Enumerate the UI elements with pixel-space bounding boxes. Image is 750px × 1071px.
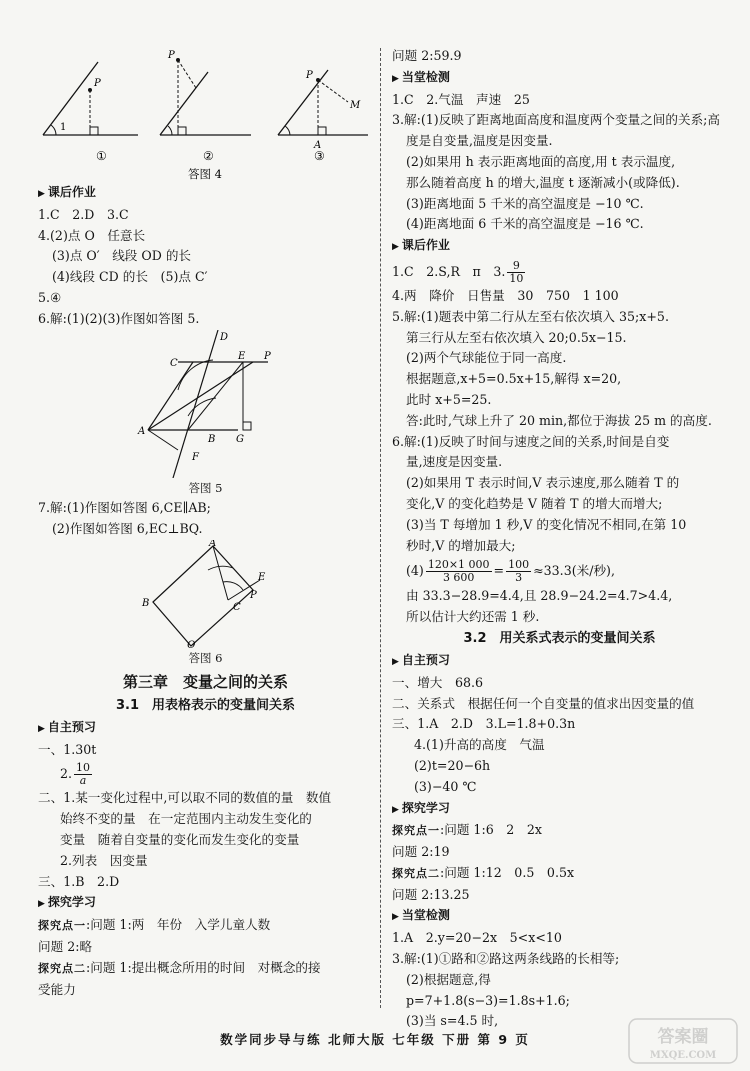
fig4-panel-1 xyxy=(43,62,138,163)
fig6-label-b: B xyxy=(142,597,150,609)
left-hw-line: 4.(2)点 O 任意长 xyxy=(38,227,146,243)
right-zz-line: 4.(1)升高的高度 气温 xyxy=(414,737,545,753)
fig5-label-c: C xyxy=(170,357,178,369)
fig4-label-a3: A xyxy=(314,140,322,151)
right-dt2-line: (3)当 s=4.5 时, xyxy=(406,1013,499,1029)
right-hw-line: 5.解:(1)题表中第二行从左至右依次填入 35;x+5. xyxy=(392,308,669,324)
left-hw-line: 6.解:(1)(2)(3)作图如答图 5. xyxy=(38,310,200,326)
fig6-label-p: P xyxy=(250,589,257,601)
chapter-title: 第三章 变量之间的关系 xyxy=(122,672,288,691)
right-tj-header: ▶ 探究学习 xyxy=(392,800,450,815)
fig6-label-a: A xyxy=(209,539,217,549)
left-zz-line: 一、1.30t xyxy=(38,741,97,757)
fig5-label-b: B xyxy=(208,433,216,445)
right-hw-header: ▶ 课后作业 xyxy=(392,238,450,253)
right-tj-line: 问题 2:19 xyxy=(392,844,450,860)
right-zz-line: (2)t=20−6h xyxy=(414,757,491,773)
left-tj-line: 探究点二:问题 1:提出概念所用的时间 对概念的接 xyxy=(38,959,321,975)
fig5-label-g: G xyxy=(236,433,244,445)
left-zz-frac-line: 2. $\frac{10}{a}$ xyxy=(60,761,91,788)
fig5-label-f: F xyxy=(192,451,199,463)
right-zz-line: 二、关系式 根据任何一个自变量的值求出因变量的值 xyxy=(392,695,695,711)
left-hw-header: ▶ 课后作业 xyxy=(38,185,96,199)
right-hw-line: 此时 x+5=25. xyxy=(406,391,492,407)
right-tj-line: 问题 2:13.25 xyxy=(392,886,470,902)
left-hw-line: (3)点 O′ 线段 OD 的长 xyxy=(52,248,192,264)
right-dt-line: 那么随着高度 h 的增大,温度 t 逐渐减小(或降低). xyxy=(406,174,680,190)
fig4-caption: 答图 4 xyxy=(188,167,222,181)
right-dt-line: (2)如果用 h 表示距离地面的高度,用 t 表示温度, xyxy=(406,153,676,169)
right-hw-line: 所以估计大约还需 1 秒. xyxy=(406,609,540,625)
fig4-caption-3: ③ xyxy=(314,149,325,163)
left-tanjiu-header: ▶ 探究学习 xyxy=(38,895,96,910)
right-dt-line: (4)距离地面 6 千米的高空温度是 −16 ℃. xyxy=(406,216,644,232)
right-hw-line: 由 33.3−28.9=4.4,且 28.9−24.2=4.7>4.4, xyxy=(406,588,673,604)
fig6-label-q: Q xyxy=(187,639,196,648)
fig4-label-angle1: 1 xyxy=(60,122,67,133)
left-zizhu-header: ▶ 自主预习 xyxy=(38,719,96,734)
right-dt2-line: p=7+1.8(s−3)=1.8s+1.6; xyxy=(406,992,570,1008)
fig4-label-p1: P xyxy=(94,78,101,89)
figure-6 xyxy=(38,540,373,648)
left-hw-line: 1.C 2.D 3.C xyxy=(38,206,129,222)
right-dt-line: 1.C 2.气温 声速 25 xyxy=(392,91,530,107)
right-hw-frac-line: 1.C 2.S,R π 3. $\frac{9}{10}$ xyxy=(392,258,524,285)
left-tj-line: 问题 2:略 xyxy=(38,938,93,954)
fraction: $\frac{100}{3}$ xyxy=(508,558,530,585)
left-zz-line: 变量 随着自变量的变化而发生变化的变量 xyxy=(60,831,300,847)
right-tj-line: 探究点二:问题 1:12 0.5 0.5x xyxy=(392,864,575,880)
right-hw-line: 量,速度是因变量. xyxy=(406,454,503,470)
right-dt2-header: ▶ 当堂检测 xyxy=(392,908,450,923)
right-hw-line: 根据题意,x+5=0.5x+15,解得 x=20, xyxy=(406,371,622,387)
fig6-label-c: C xyxy=(233,601,241,613)
fig4-label-p3: P xyxy=(306,70,313,81)
fig6-label-e: E xyxy=(258,571,266,583)
right-hw-line: 6.解:(1)反映了时间与速度之间的关系,时间是自变 xyxy=(392,433,670,449)
fraction: $\frac{9}{10}$ xyxy=(509,258,524,285)
right-dt-header: ▶ 当堂检测 xyxy=(392,69,450,84)
right-hw-line: (3)当 T 每增加 1 秒,V 的变化情况不相同,在第 10 xyxy=(406,516,687,532)
right-dt2-line: 3.解:(1)①路和②路这两条线路的长相等; xyxy=(392,951,620,967)
right-hw-line: 答:此时,气球上升了 20 min,都位于海拔 25 m 的高度. xyxy=(406,412,712,428)
left-column xyxy=(38,0,373,1000)
fraction: $\frac{120\times 1 000}{3 600}$ xyxy=(427,558,490,585)
right-zz-header: ▶ 自主预习 xyxy=(392,652,450,667)
right-dt-line: 3.解:(1)反映了距离地面高度和温度两个变量之间的关系;高 xyxy=(392,112,720,128)
left-zz-line: 始终不变的量 在一定范围内主动发生变化的 xyxy=(60,811,312,827)
fig4-label-p2: P xyxy=(168,50,175,61)
fig5-caption: 答图 5 xyxy=(188,480,223,495)
right-hw-line: 4.两 降价 日售量 30 750 1 100 xyxy=(392,287,619,303)
right-hw-line: 变化,V 的变化趋势是 V 随着 T 的增大而增大; xyxy=(406,495,663,511)
left-q7-line: 7.解:(1)作图如答图 6,CE∥AB; xyxy=(38,500,211,516)
fig6-caption: 答图 6 xyxy=(188,650,223,665)
right-zz-line: (3)−40 ℃ xyxy=(414,778,477,794)
section-title-3-1: 3.1 用表格表示的变量间关系 xyxy=(115,697,296,713)
right-hw-line: 第三行从左至右依次填入 20;0.5x−15. xyxy=(406,329,627,345)
figure-5 xyxy=(38,330,373,478)
page-footer: 数学同步导与练 北师大版 七年级 下册 第 9 页 xyxy=(220,1032,530,1047)
right-dt-line: 度是自变量,温度是因变量. xyxy=(406,133,553,149)
fig4-panel-2 xyxy=(160,50,251,163)
left-zz-line: 二、1.某一变化过程中,可以取不同的数值的量 数值 xyxy=(38,790,332,806)
left-hw-line: 5.④ xyxy=(38,289,62,305)
fig4-panel-3 xyxy=(278,70,368,163)
right-hw-line: (2)如果用 T 表示时间,V 表示速度,那么随着 T 的 xyxy=(406,475,680,491)
fraction: $\frac{10}{a}$ xyxy=(76,761,91,788)
watermark-big: 答案圈 xyxy=(657,1027,709,1047)
fig4-caption-1: ① xyxy=(96,149,107,163)
fig5-label-d: D xyxy=(220,331,229,343)
column-divider xyxy=(380,48,381,1008)
right-column xyxy=(392,46,727,1032)
left-tj-line: 探究点一:问题 1:两 年份 入学儿童人数 xyxy=(38,917,271,933)
left-q7-line: (2)作图如答图 6,EC⊥BQ. xyxy=(52,521,203,537)
right-dt2-line: (2)根据题意,得 xyxy=(406,971,491,987)
right-dt-line: (3)距离地面 5 千米的高空温度是 −10 ℃. xyxy=(406,195,644,211)
fig4-caption-2: ② xyxy=(203,149,214,163)
right-line: 问题 2:59.9 xyxy=(392,48,462,63)
right-hw-line: 秒时,V 的增加最大; xyxy=(406,537,516,553)
right-zz-line: 一、增大 68.6 xyxy=(392,674,484,690)
right-hw-line: (2)两个气球能位于同一高度. xyxy=(406,350,567,366)
fig5-label-a: A xyxy=(138,425,146,437)
left-zz-line: 2.列表 因变量 xyxy=(60,852,148,868)
watermark-logo xyxy=(628,1018,738,1064)
fig5-label-e: E xyxy=(238,350,246,362)
fig5-label-p: P xyxy=(264,350,271,362)
left-zz-line: 三、1.B 2.D xyxy=(38,873,120,889)
section-title-3-2: 3.2 用关系式表示的变量间关系 xyxy=(463,630,656,646)
left-hw-line: (4)线段 CD 的长 (5)点 C′ xyxy=(52,269,208,285)
watermark-small: MXQE.COM xyxy=(649,1050,717,1061)
right-dt2-line: 1.A 2.y=20−2x 5<x<10 xyxy=(392,930,562,946)
right-tj-line: 探究点一:问题 1:6 2 2x xyxy=(392,822,543,838)
right-zz-line: 三、1.A 2.D 3.L=1.8+0.3n xyxy=(392,716,576,732)
fig4-label-m3: M xyxy=(350,100,361,111)
figure-4 xyxy=(38,30,373,182)
left-tj-line: 受能力 xyxy=(38,981,76,997)
right-hw-frac-line: (4) $\frac{120\times 1 000}{3 600}$ = $\frac{100}{3}$ ≈33.3(米/秒), xyxy=(406,558,615,585)
